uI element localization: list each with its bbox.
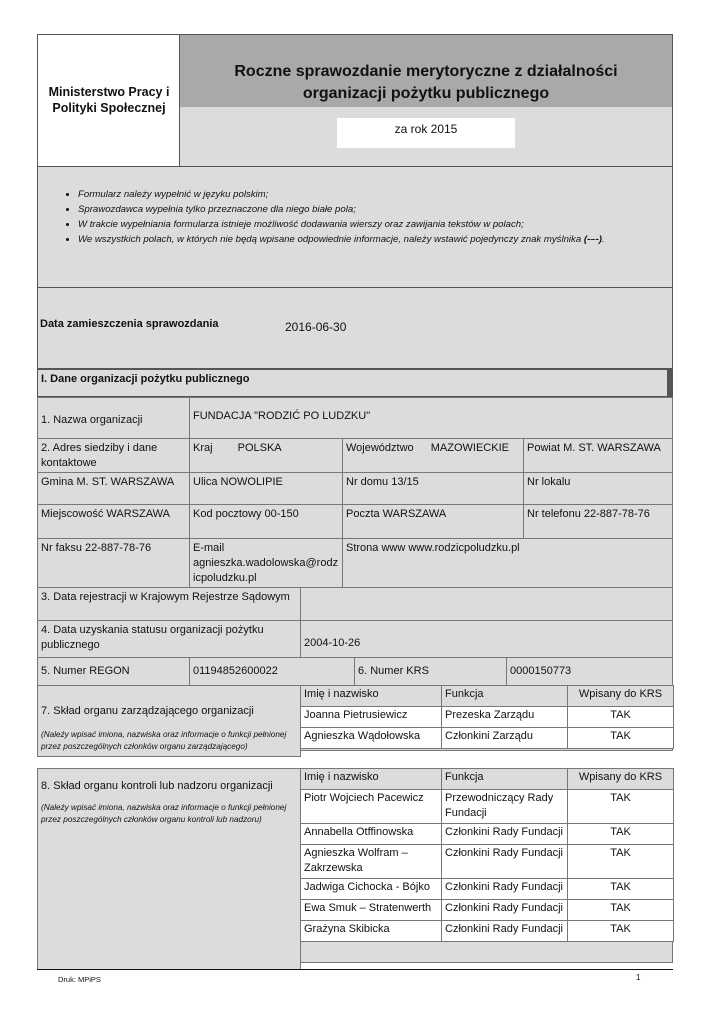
page-title-line2: organizacji pożytku publicznego bbox=[302, 85, 550, 102]
supervisory-cell: Ewa Smuk – Stratenwerth bbox=[300, 899, 443, 921]
board-header-cell: Wpisany do KRS bbox=[567, 685, 674, 707]
email-label: E-mail bbox=[193, 542, 225, 554]
supervisory-header-cell: Imię i nazwisko bbox=[300, 768, 443, 790]
board-cell: Członkini Zarządu bbox=[441, 727, 569, 749]
page-title bbox=[180, 61, 672, 105]
supervisory-cell: Członkini Rady Fundacji bbox=[441, 899, 569, 921]
email-field bbox=[189, 538, 343, 588]
section-heading-shade bbox=[667, 369, 673, 397]
org-name-value: FUNDACJA "RODZIĆ PO LUDZKU" bbox=[189, 397, 673, 439]
instructions-list bbox=[38, 187, 672, 247]
supervisory-cell: Agnieszka Wolfram – Zakrzewska bbox=[300, 844, 443, 879]
supervisory-cell: Jadwiga Cichocka - Bójko bbox=[300, 878, 443, 900]
supervisory-cell: Annabella Otffinowska bbox=[300, 823, 443, 845]
krs-registration-label: 3. Data rejestracji w Krajowym Rejestrze Sądowym bbox=[37, 587, 301, 621]
section-heading: I. Dane organizacji pożytku publicznego bbox=[37, 369, 673, 397]
opp-status-label: 4. Data uzyskania statusu organizacji pożytku publicznego bbox=[37, 620, 301, 658]
supervisory-cell: TAK bbox=[567, 899, 674, 921]
supervisory-cell: TAK bbox=[567, 920, 674, 942]
supervisory-cell: TAK bbox=[567, 789, 674, 824]
board-cell: TAK bbox=[567, 727, 674, 749]
board-header-cell: Funkcja bbox=[441, 685, 569, 707]
supervisory-note: (Należy wpisać imiona, nazwiska oraz informacje o funkcji pełnionej przez poszczególnych członków organu kontroli lub nadzoru) bbox=[41, 803, 287, 824]
instruction-text: We wszystkich polach, w których nie będą wpisane odpowiednie informacje, należy wstawić pojedynczy znak myślnika bbox=[78, 234, 582, 245]
krs-number-value: 0000150773 bbox=[506, 657, 673, 686]
supervisory-cell: Przewodniczący Rady Fundacji bbox=[441, 789, 569, 824]
supervisory-cell: Członkini Rady Fundacji bbox=[441, 823, 569, 845]
supervisory-cell: TAK bbox=[567, 844, 674, 879]
footer-rule bbox=[37, 969, 673, 970]
supervisory-cell: Członkini Rady Fundacji bbox=[441, 878, 569, 900]
footer-print-label: Druk: MPiPS bbox=[58, 975, 101, 984]
fax-field: Nr faksu 22-887-78-76 bbox=[37, 538, 190, 588]
house-number-field: Nr domu 13/15 bbox=[342, 472, 524, 505]
krs-registration-value bbox=[300, 587, 673, 621]
supervisory-label-cell bbox=[37, 768, 301, 970]
commune-field: Gmina M. ST. WARSZAWA bbox=[37, 472, 190, 505]
board-cell: Joanna Pietrusiewicz bbox=[300, 706, 443, 728]
post-office-field: Poczta WARSZAWA bbox=[342, 504, 524, 539]
page-title-line1: Roczne sprawozdanie merytoryczne z działalności bbox=[234, 63, 618, 80]
supervisory-header-cell: Wpisany do KRS bbox=[567, 768, 674, 790]
voivodeship-label: Województwo bbox=[346, 442, 414, 454]
supervisory-cell: Członkini Rady Fundacji bbox=[441, 920, 569, 942]
instructions-box bbox=[37, 166, 673, 288]
board-cell: Agnieszka Wądołowska bbox=[300, 727, 443, 749]
instruction-item: • Formularz należy wypełnić w języku polskim; bbox=[78, 187, 672, 202]
street-field: Ulica NOWOLIPIE bbox=[189, 472, 343, 505]
website-field: Strona www www.rodzicpoludzku.pl bbox=[342, 538, 673, 588]
voivodeship-value: MAZOWIECKIE bbox=[430, 442, 509, 454]
phone-field: Nr telefonu 22-887-78-76 bbox=[523, 504, 673, 539]
board-label: 7. Skład organu zarządzającego organizacji bbox=[41, 705, 254, 717]
regon-value: 01194852600022 bbox=[189, 657, 355, 686]
postal-code-field: Kod pocztowy 00-150 bbox=[189, 504, 343, 539]
country-label: Kraj bbox=[193, 442, 213, 454]
instruction-item: • We wszystkich polach, w których nie będą wpisane odpowiednie informacje, należy wstawić pojedynczy znak myślnika (-–-). bbox=[78, 232, 672, 247]
supervisory-cell: Piotr Wojciech Pacewicz bbox=[300, 789, 443, 824]
publication-date-value: 2016-06-30 bbox=[285, 320, 347, 334]
krs-number-label: 6. Numer KRS bbox=[354, 657, 507, 686]
email-value: agnieszka.wadolowska@rodzicpoludzku.pl bbox=[193, 557, 339, 584]
board-label-cell bbox=[37, 685, 301, 757]
report-year-field: za rok 2015 bbox=[337, 118, 515, 148]
district-field: Powiat M. ST. WARSZAWA bbox=[523, 438, 673, 473]
supervisory-cell: Członkini Rady Fundacji bbox=[441, 844, 569, 879]
supervisory-label: 8. Skład organu kontroli lub nadzoru organizacji bbox=[41, 780, 273, 792]
instruction-item: • W trakcie wypełniania formularza istnieje możliwość dodawania wierszy oraz zawijania tekstów w polach; bbox=[78, 217, 672, 232]
supervisory-cell: TAK bbox=[567, 823, 674, 845]
address-label: 2. Adres siedziby i dane kontaktowe bbox=[37, 438, 190, 473]
board-cell: Prezeska Zarządu bbox=[441, 706, 569, 728]
instruction-item: • Sprawozdawca wypełnia tylko przeznaczone dla niego białe pola; bbox=[78, 202, 672, 217]
board-note: (Należy wpisać imiona, nazwiska oraz informacje o funkcji pełnionej przez poszczególnych członków organu zarządzającego) bbox=[41, 730, 287, 751]
regon-label: 5. Numer REGON bbox=[37, 657, 190, 686]
voivodeship-field bbox=[342, 438, 524, 473]
dash-marker: (-–-) bbox=[583, 234, 602, 245]
board-header-cell: Imię i nazwisko bbox=[300, 685, 443, 707]
supervisory-header-cell: Funkcja bbox=[441, 768, 569, 790]
opp-status-value: 2004-10-26 bbox=[300, 620, 673, 658]
org-name-label: 1. Nazwa organizacji bbox=[37, 397, 190, 439]
apartment-number-field: Nr lokalu bbox=[523, 472, 673, 505]
publication-date-label: Data zamieszczenia sprawozdania bbox=[40, 318, 219, 330]
supervisory-cell: Grażyna Skibicka bbox=[300, 920, 443, 942]
country-field bbox=[189, 438, 343, 473]
country-value: POLSKA bbox=[237, 442, 282, 454]
city-field: Miejscowość WARSZAWA bbox=[37, 504, 190, 539]
page-number: 1 bbox=[636, 973, 641, 982]
supervisory-cell: TAK bbox=[567, 878, 674, 900]
board-cell: TAK bbox=[567, 706, 674, 728]
ministry-name: Ministerstwo Pracy i Polityki Społecznej bbox=[48, 85, 170, 115]
